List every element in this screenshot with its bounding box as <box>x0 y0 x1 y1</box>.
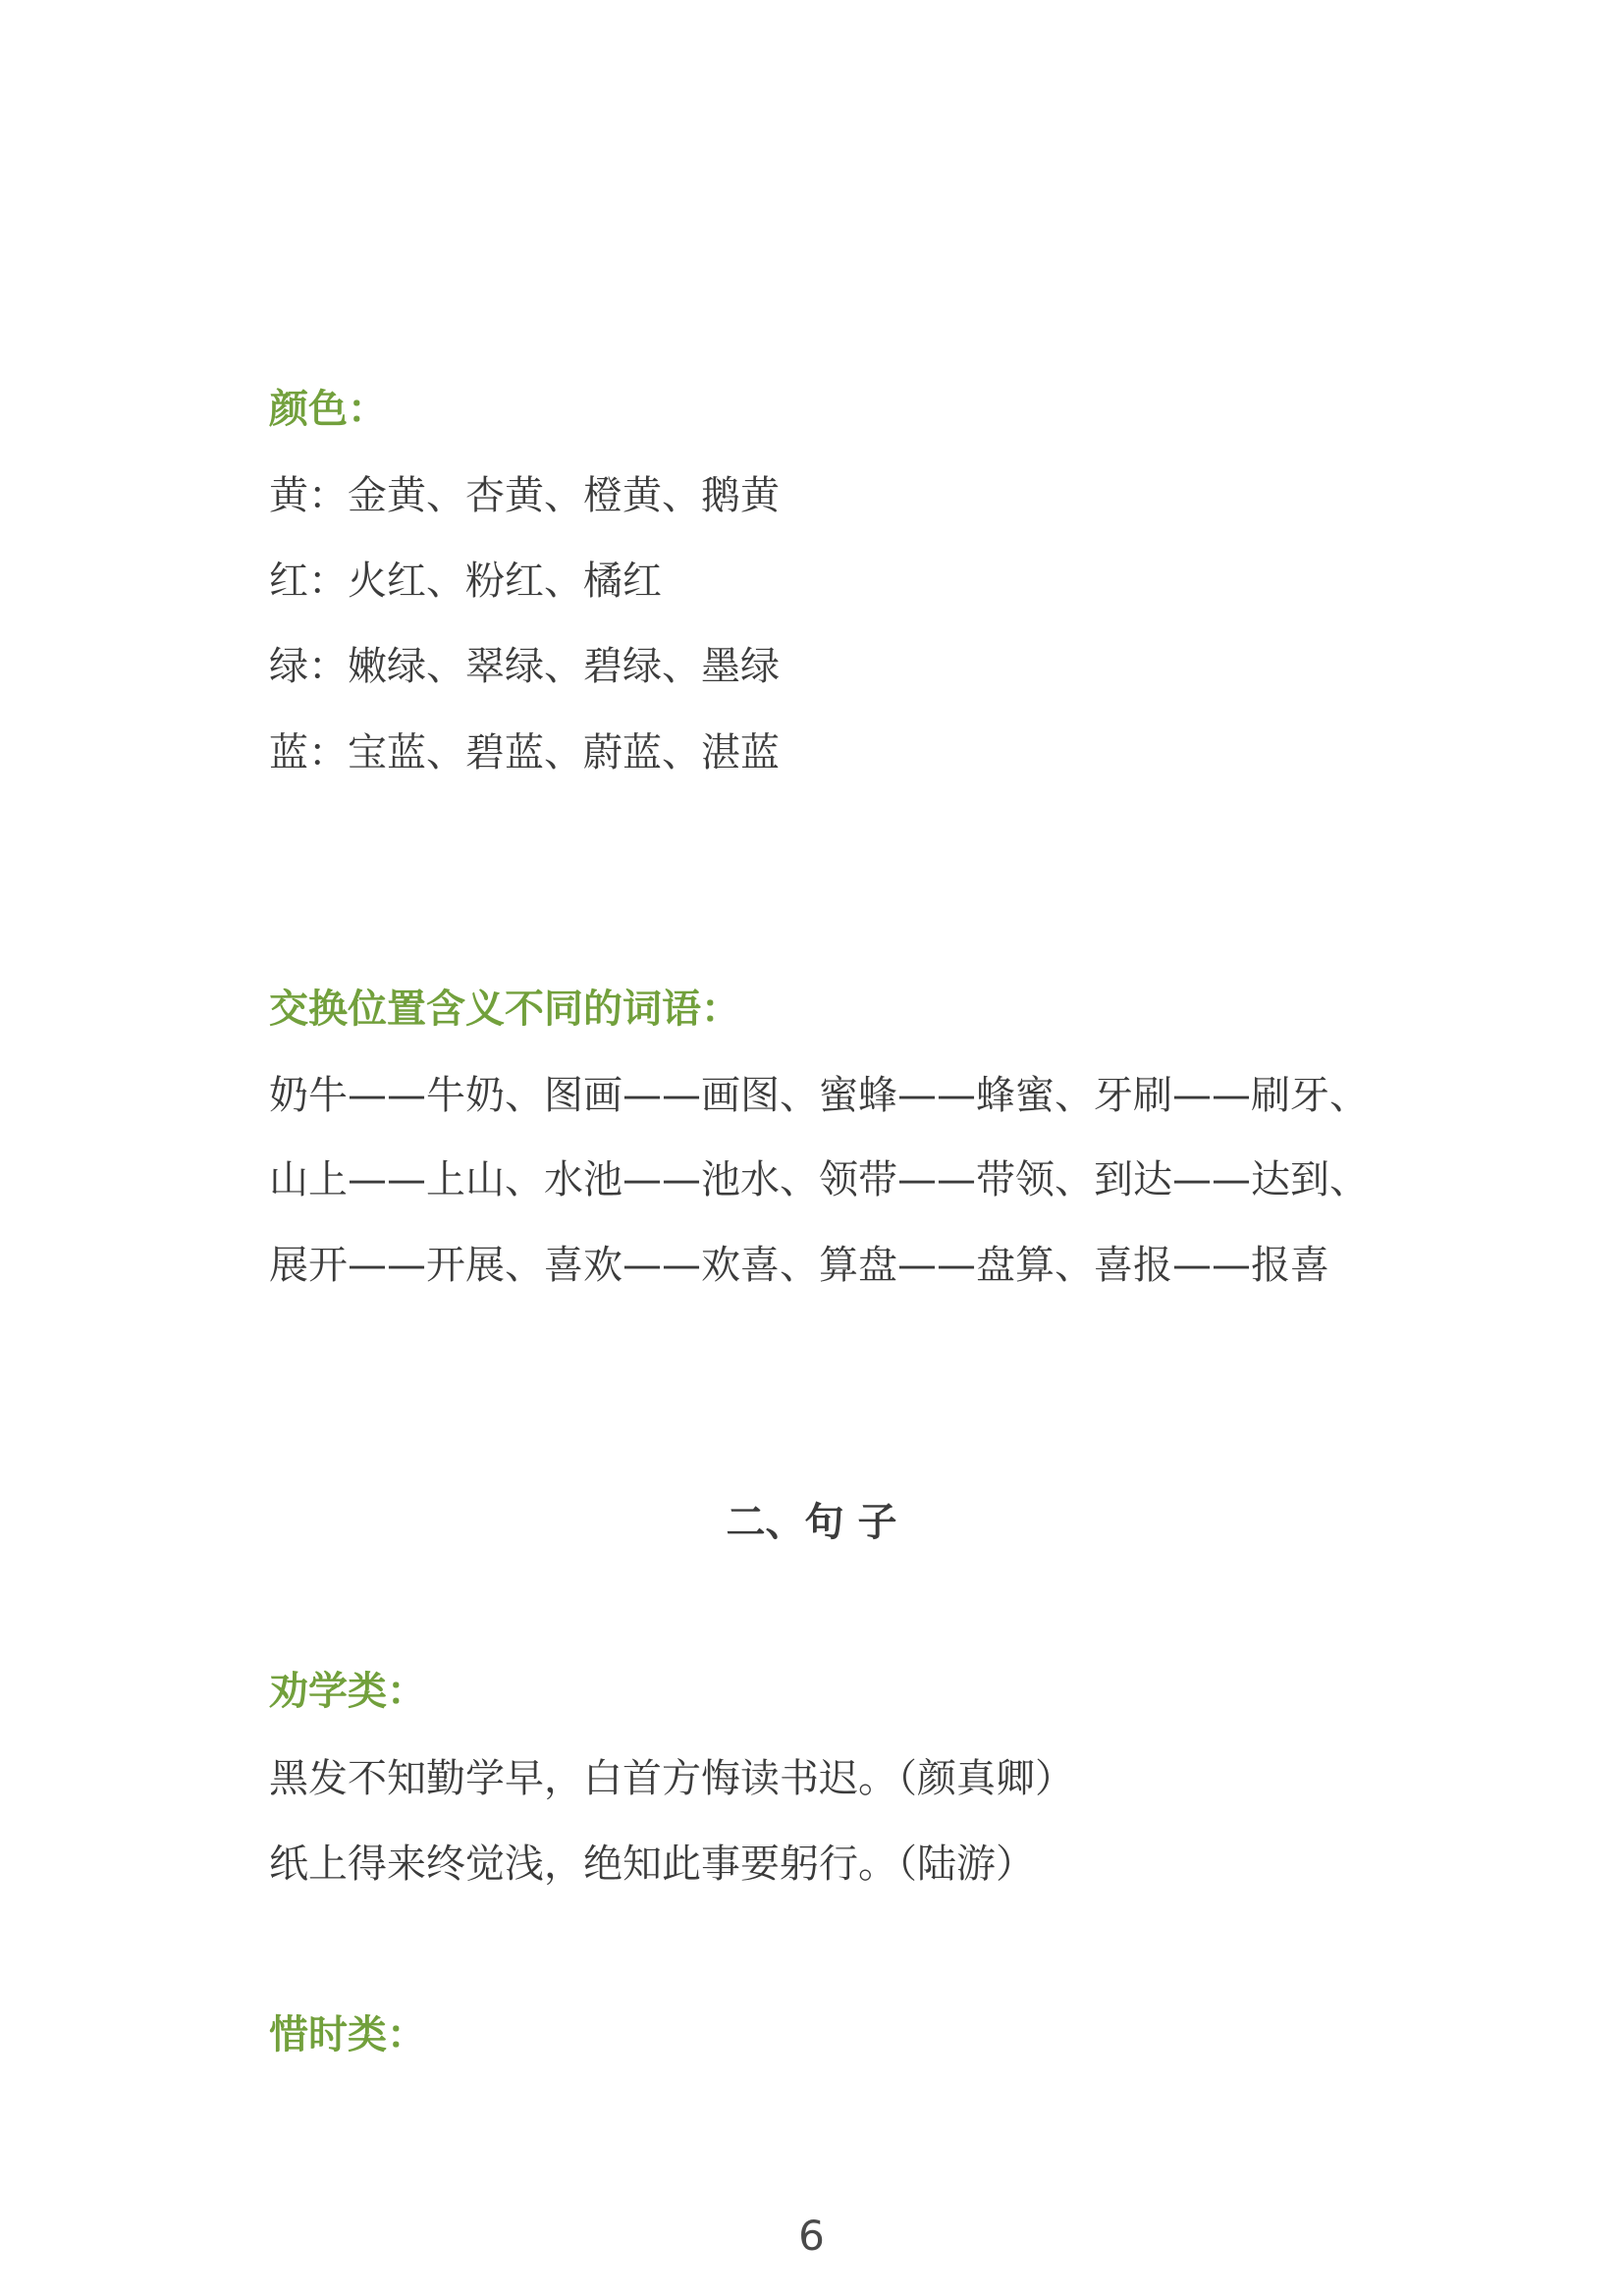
colors-heading: 颜色： <box>269 387 387 432</box>
chapter-title: 二、句 子 <box>726 1500 897 1545</box>
color-line-blue: 蓝：宝蓝、碧蓝、蔚蓝、湛蓝 <box>269 730 780 775</box>
cherish-time-heading: 惜时类： <box>269 2012 426 2057</box>
swap-words-line-1: 奶牛——牛奶、图画——画图、蜜蜂——蜂蜜、牙刷——刷牙、 <box>269 1073 1369 1118</box>
encourage-study-line-2: 纸上得来终觉浅，绝知此事要躬行。（陆游） <box>269 1842 1035 1887</box>
swap-words-line-2: 山上——上山、水池——池水、领带——带领、到达——达到、 <box>269 1157 1369 1202</box>
color-line-red: 红：火红、粉红、橘红 <box>269 559 662 604</box>
swap-words-heading: 交换位置含义不同的词语： <box>269 987 740 1032</box>
color-line-green: 绿：嫩绿、翠绿、碧绿、墨绿 <box>269 644 780 689</box>
page-number: 6 <box>798 2212 825 2260</box>
encourage-study-heading: 劝学类： <box>269 1669 426 1714</box>
swap-words-line-3: 展开——开展、喜欢——欢喜、算盘——盘算、喜报——报喜 <box>269 1243 1329 1288</box>
color-line-yellow: 黄：金黄、杏黄、橙黄、鹅黄 <box>269 473 780 518</box>
encourage-study-line-1: 黑发不知勤学早，白首方悔读书迟。（颜真卿） <box>269 1756 1074 1801</box>
